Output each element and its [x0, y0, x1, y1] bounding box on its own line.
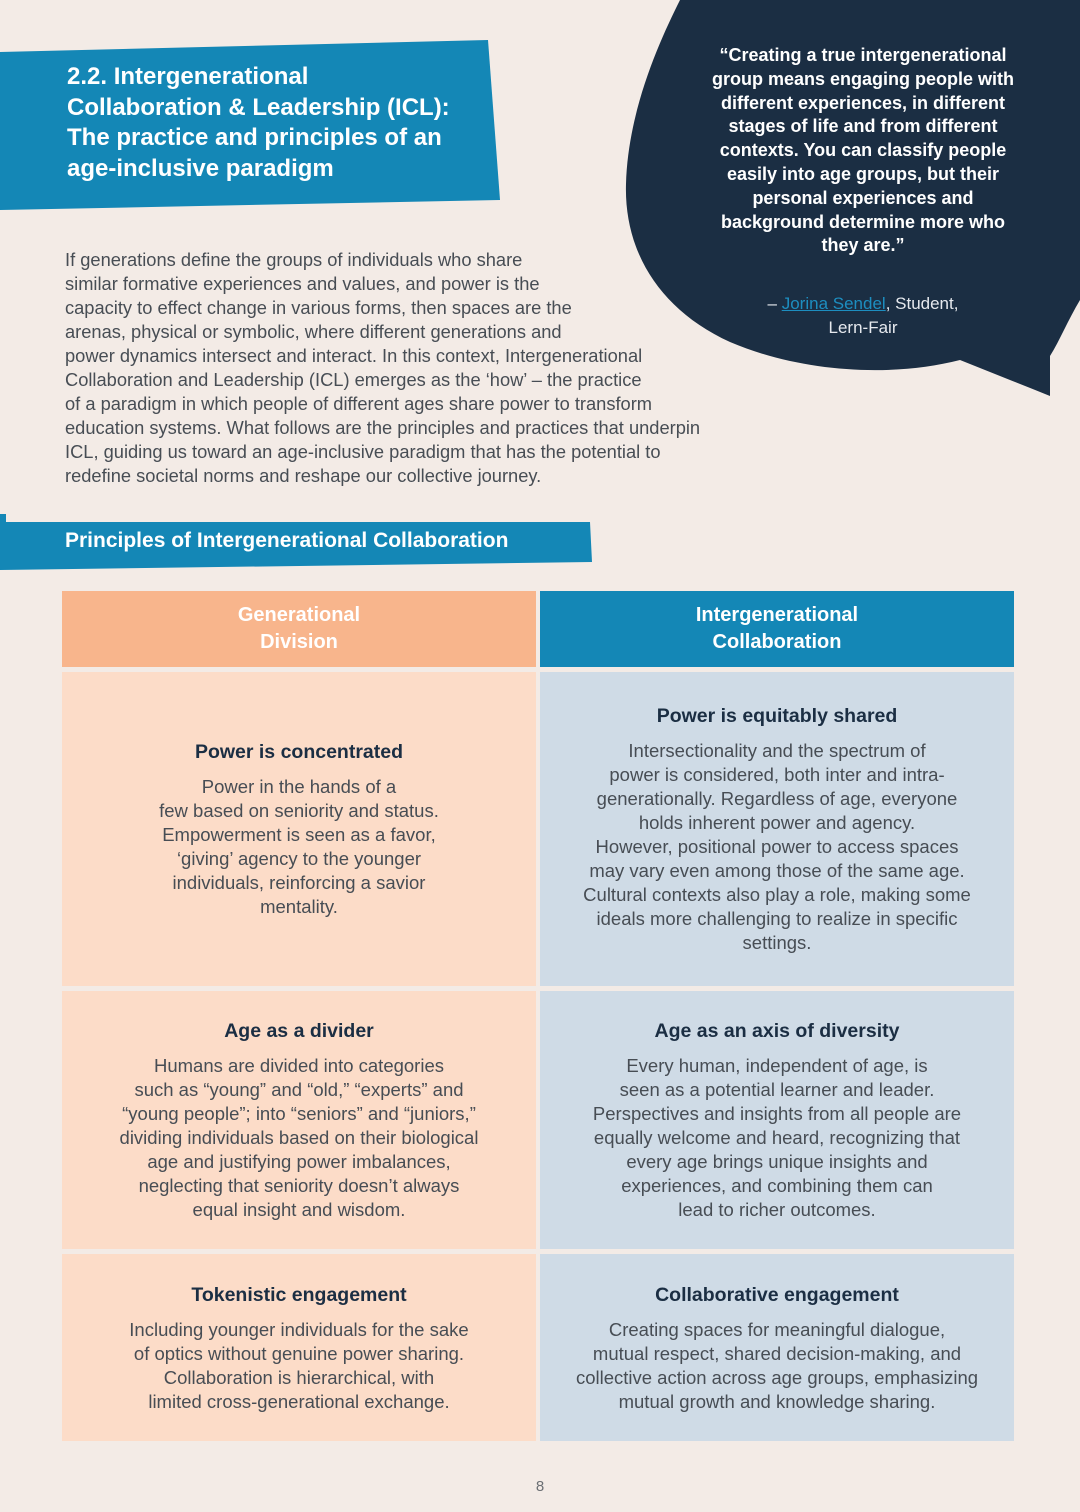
cell-line: equal insight and wisdom. [192, 1199, 406, 1220]
table-cell-age-divider [62, 991, 536, 1249]
cell-line: Power in the hands of a [201, 776, 397, 797]
author-link[interactable]: Jorina Sendel [781, 294, 886, 313]
cell-line: settings. [742, 932, 812, 953]
cell-line: few based on seniority and status. [159, 800, 439, 821]
intro-line: power dynamics intersect and interact. In this context, Intergenerational [65, 345, 643, 366]
cell-line: mutual growth and knowledge sharing. [618, 1390, 936, 1412]
cell-body [159, 775, 439, 919]
cell-line: ‘giving’ agency to the younger [176, 848, 422, 869]
page-title [67, 62, 497, 184]
cell-line: limited cross-generational exchange. [148, 1390, 450, 1412]
cell-line: Empowerment is seen as a favor, [162, 824, 436, 845]
cell-line: Including younger individuals for the sake [129, 1318, 469, 1340]
cell-line: individuals, reinforcing a savior [172, 872, 426, 893]
section-title: Principles of Intergenerational Collaboration [65, 529, 509, 552]
intro-line: capacity to effect change in various forms, then spaces are the [65, 297, 572, 318]
table-cell-collaborative-engagement [540, 1254, 1014, 1441]
cell-line: mutual respect, shared decision-making, and [592, 1342, 962, 1364]
intro-line: education systems. What follows are the principles and practices that underpin [65, 417, 701, 438]
header-line: Intergenerational [695, 604, 859, 626]
page-title-line: age-inclusive paradigm [67, 154, 334, 182]
intro-line: similar formative experiences and values, and power is the [65, 273, 540, 294]
cell-line: holds inherent power and agency. [638, 812, 916, 833]
author-role: , Student, [885, 294, 959, 313]
cell-line: equally welcome and heard, recognizing that [593, 1127, 961, 1148]
author-organization: Lern-Fair [828, 318, 898, 337]
cell-body [576, 1318, 978, 1414]
cell-title: Age as a divider [224, 1020, 374, 1042]
table-cell-age-diversity [540, 991, 1014, 1249]
header-generational-division [62, 591, 536, 667]
cell-title: Power is equitably shared [656, 705, 898, 727]
cell-line: seen as a potential learner and leader. [619, 1079, 935, 1100]
table-cell-tokenistic-engagement [62, 1254, 536, 1441]
page-title-line: 2.2. Intergenerational [67, 63, 309, 90]
intro-line: of a paradigm in which people of different ages share power to transform [65, 393, 653, 414]
cell-line: dividing individuals based on their biological [119, 1127, 479, 1148]
intro-line: Collaboration and Leadership (ICL) emerges as the ‘how’ – the practice [65, 369, 642, 390]
header-intergenerational-collaboration [540, 591, 1014, 667]
cell-title: Age as an axis of diversity [654, 1020, 900, 1042]
cell-body [129, 1318, 468, 1414]
cell-line: every age brings unique insights and [626, 1151, 928, 1172]
page-number: 8 [535, 1478, 545, 1495]
cell-line: lead to richer outcomes. [678, 1199, 876, 1220]
cell-line: Collaboration is hierarchical, with [163, 1366, 435, 1388]
cell-line: Intersectionality and the spectrum of [628, 740, 926, 761]
cell-line: such as “young” and “old,” “experts” and [134, 1079, 464, 1100]
cell-title: Power is concentrated [194, 741, 404, 763]
cell-line: of optics without genuine power sharing. [133, 1342, 465, 1364]
cell-line: Perspectives and insights from all people are [592, 1103, 962, 1124]
cell-line: may vary even among those of the same age. [589, 860, 965, 881]
table-cell-power-concentrated [62, 672, 536, 986]
cell-line: mentality. [260, 896, 338, 917]
cell-line: generationally. Regardless of age, everyone [596, 788, 958, 809]
cell-line: neglecting that seniority doesn’t always [138, 1175, 460, 1196]
cell-line: Creating spaces for meaningful dialogue, [608, 1318, 946, 1340]
page-title-line: The practice and principles of an [67, 124, 442, 151]
intro-line: redefine societal norms and reshape our collective journey. [65, 465, 542, 486]
table-cell-power-shared [540, 672, 1014, 986]
cell-title: Collaborative engagement [655, 1283, 899, 1306]
quote-text: “Creating a true intergenerational group means engaging people with different experiences, in different stages of life and from different contexts. You can classify people easily into age groups, but their personal experiences and background determine more who they are.” [711, 45, 1015, 256]
intro-paragraph [65, 248, 785, 488]
page-title-line: Collaboration & Leadership (ICL): [67, 93, 450, 121]
cell-line: age and justifying power imbalances, [147, 1151, 451, 1172]
header-line: Collaboration [712, 631, 842, 653]
intro-line: arenas, physical or symbolic, where different generations and [65, 321, 562, 342]
attribution-dash: – [767, 294, 782, 313]
cell-line: However, positional power to access spaces [595, 836, 959, 857]
cell-line: experiences, and combining them can [621, 1175, 933, 1196]
header-line: Generational [237, 604, 361, 626]
cell-line: Every human, independent of age, is [626, 1055, 928, 1076]
principles-table [62, 591, 1014, 1436]
header-line: Division [260, 631, 338, 653]
cell-body [583, 739, 971, 955]
cell-line: ideals more challenging to realize in specific [596, 908, 958, 929]
cell-body [593, 1054, 961, 1222]
cell-line: “young people”; into “seniors” and “juniors,” [122, 1103, 476, 1124]
cell-line: power is considered, both inter and intra- [609, 764, 945, 785]
cell-title: Tokenistic engagement [191, 1283, 407, 1306]
intro-line: If generations define the groups of individuals who share [65, 249, 523, 270]
cell-line: Humans are divided into categories [154, 1055, 444, 1076]
intro-line: ICL, guiding us toward an age-inclusive paradigm that has the potential to [65, 441, 661, 462]
cell-line: collective action across age groups, emphasizing [575, 1366, 979, 1388]
cell-body [120, 1054, 479, 1222]
cell-line: Cultural contexts also play a role, making some [583, 884, 971, 905]
